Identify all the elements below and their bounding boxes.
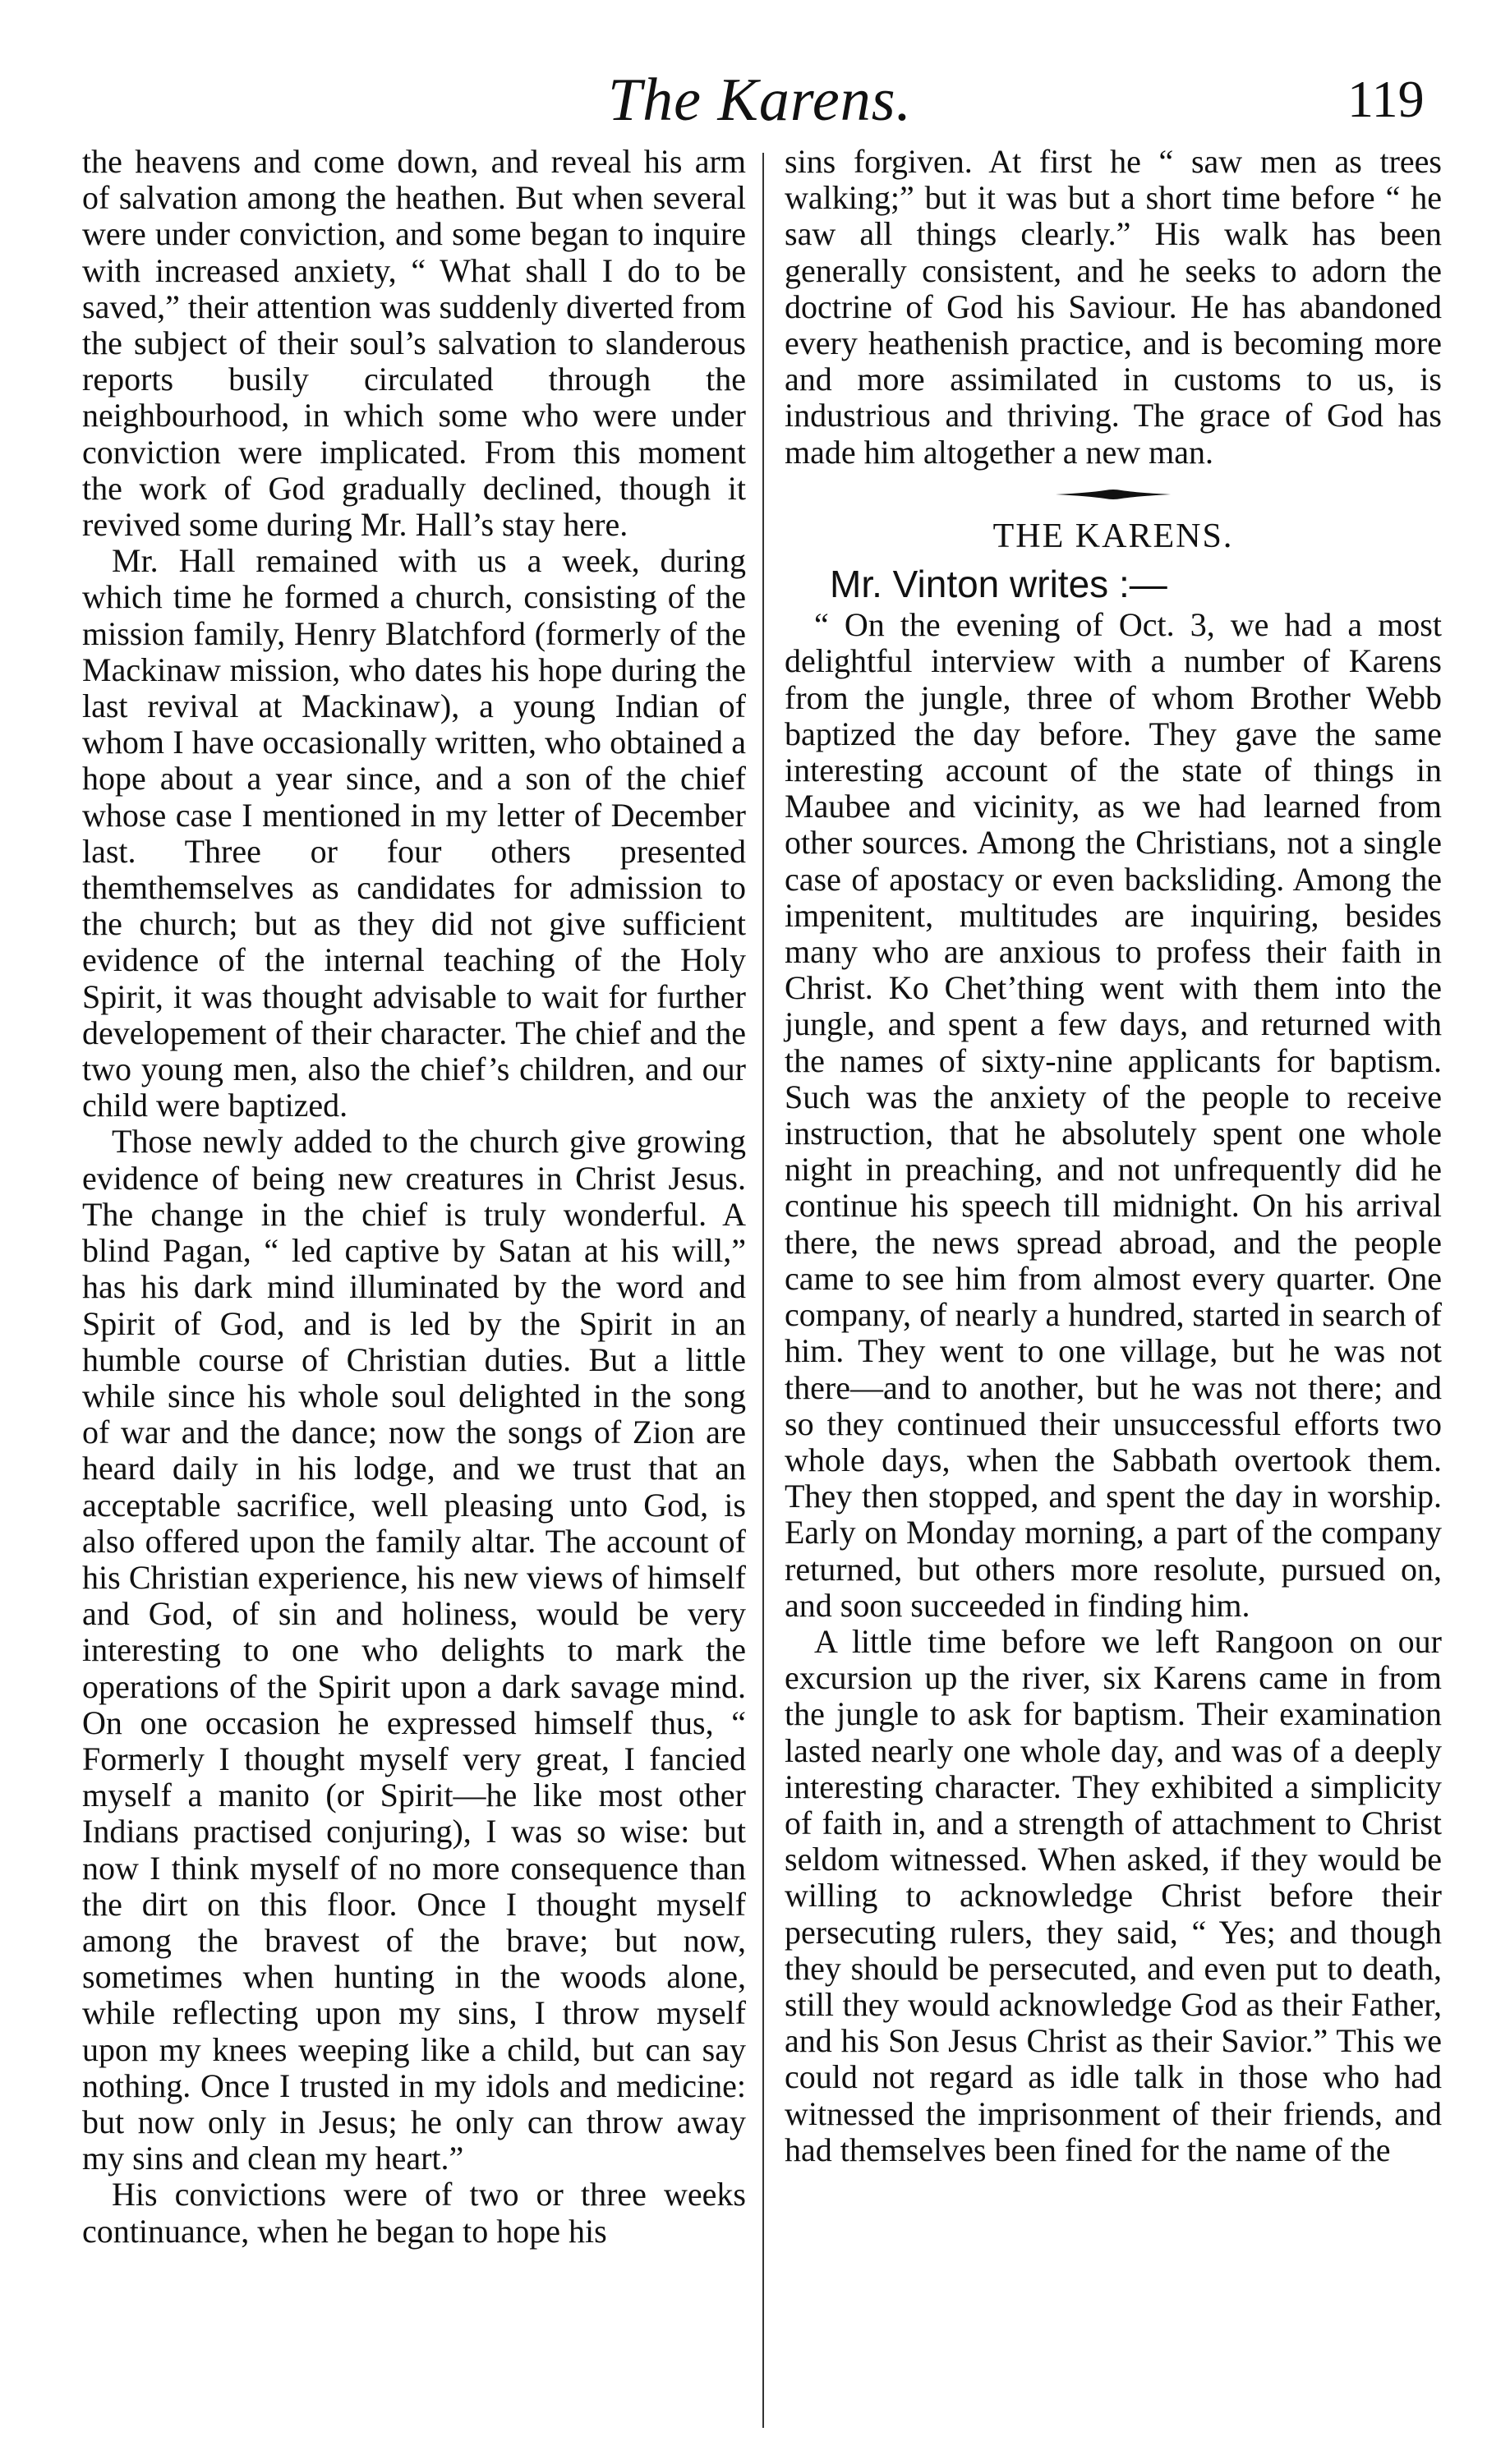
column-divider (762, 153, 764, 2428)
section-heading: THE KARENS. (992, 517, 1234, 555)
byline: Mr. Vinton writes :— (830, 563, 1167, 606)
page-number: 119 (1347, 70, 1425, 128)
right-column (785, 144, 1442, 2168)
left-column (82, 144, 746, 2250)
paragraph: His convictions were of two or three weeks continuance, when he began to hope his (82, 2176, 746, 2250)
paragraph: A little time before we left Rangoon on our excursion up the river, six Karens came in from the jungle to ask for baptism. Their examination lasted nearly one whole day, and was of a deeply interesting character. They exhibited a simplicity of faith in, and a strength of attachment to Christ seldom witnessed. When asked, if they would be willing to acknowledge Christ before their persecuting rulers, they said, “ Yes; and though they should be persecuted, and even put to death, still they would acknowledge God as their Father, and his Son Jesus Christ as their Savior.” This we could not regard as idle talk in those who had witnessed the imprisonment of their friends, and had themselves been fined for the name of the (785, 1622, 1442, 2168)
paragraph: “ On the evening of Oct. 3, we had a most delightful interview with a number of Karens from the jungle, three of whom Brother Webb baptized the day before. They gave the same interesting account of the state of things in Maubee and vicinity, as we had learned from other sources. Among the Christians, not a single case of apostacy or even backsliding. Among the impenitent, multitudes are inquiring, besides many who are anxious to profess their faith in Christ. Ko Chet’thing went with them into the jungle, and spent a few days, and returned with the names of sixty-nine applicants for baptism. Such was the anxiety of the people to receive instruction, that he absolutely spent one whole night in preaching, and not unfrequently did he continue his speech till midnight. On his arrival there, the news spread abroad, and the people came to see him from almost every quarter. One company, of nearly a hundred, started in search of him. They went to one village, but he was not there—and to another, but he was not there; and so they continued their unsuccessful efforts two whole days, when the Sabbath overtook them. They then stopped, and spent the day in worship. Early on Monday morning, a part of the company returned, but others more resolute, pursued on, and soon succeeded in finding him. (785, 606, 1442, 1624)
paragraph: Mr. Hall remained with us a week, during which time he formed a church, consisting of the mission family, Henry Blatchford (formerly of the Mackinaw mission, who dates his hope during the last revival at Mackinaw), a young Indian of whom I have occasionally written, who obtained a hope about a year since, and a son of the chief whose case I mentioned in my letter of December last. Three or four others presented themthemselves as candidates for admission to the church; but as they did not give sufficient evidence of the internal teaching of the Holy Spirit, it was thought advisable to wait for further developement of their character. The chief and the two young men, also the chief’s children, and our child were baptized. (82, 542, 746, 1124)
running-title: The Karens. (608, 67, 913, 134)
page-header (0, 51, 1510, 141)
paragraph: sins forgiven. At first he “ saw men as trees walking;” but it was but a short time before “ he saw all things clearly.” His walk has been generally consistent, and he seeks to adorn the doctrine of God his Saviour. He has abandoned every heathenish practice, and is becoming more and more assimilated in customs to us, is industrious and thriving. The grace of God has made him altogether a new man. (785, 143, 1442, 471)
paragraph: the heavens and come down, and reveal his arm of salvation among the heathen. But when several were under conviction, and some began to inquire with increased anxiety, “ What shall I do to be saved,” their attention was suddenly diverted from the subject of their soul’s salvation to slanderous reports busily circulated through the neighbourhood, in which some who were under conviction were implicated. From this moment the work of God gradually declined, though it revived some during Mr. Hall’s stay here. (82, 143, 746, 544)
paragraph: Those newly added to the church give growing evidence of being new creatures in Christ Jesus. The change in the chief is truly wonderful. A blind Pagan, “ led captive by Satan at his will,” has his dark mind illuminated by the word and Spirit of God, and is led by the Spirit in an humble course of Christian duties. But a little while since his whole soul delighted in the song of war and the dance; now the songs of Zion are heard daily in his lodge, and we trust that an acceptable sacrifice, well pleasing unto God, is also offered upon the family altar. The account of his Christian experience, his new views of himself and God, of sin and holiness, would be very interesting to one who delights to mark the operations of the Spirit upon a dark savage mind. On one occasion he expressed himself thus, “ Formerly I thought myself very great, I fancied myself a manito (or Spirit—he like most other Indians practised conjuring), I was so wise: but now I think myself of no more consequence than the dirt on this floor. Once I thought myself among the bravest of the brave; but now, sometimes when hunting in the woods alone, while reflecting upon my sins, I throw myself upon my knees weeping like a child, but can say nothing. Once I trusted in my idols and medicine: but now only in Jesus; he only can throw away my sins and clean my heart.” (82, 1123, 746, 2177)
ornament-rule-icon (1056, 485, 1171, 503)
